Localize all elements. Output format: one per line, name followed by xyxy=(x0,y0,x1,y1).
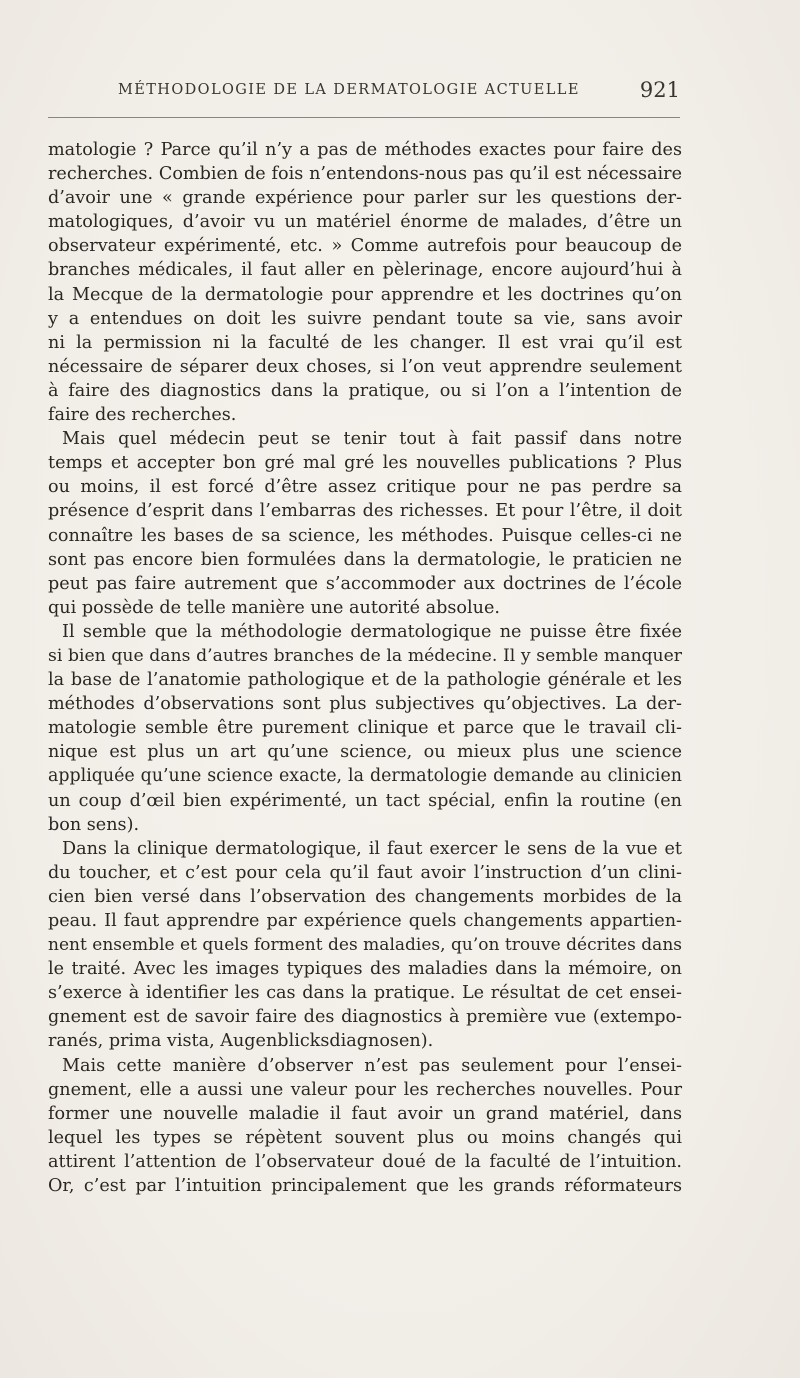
text-line: à faire des diagnostics dans la pratique, ou si l’on a l’intention de xyxy=(48,380,682,401)
paragraph-start-line: Mais cette manière d’observer n’est pas seulement pour l’ensei- xyxy=(62,1055,682,1076)
header-rule xyxy=(48,117,680,118)
text-line: matologie semble être purement clinique et parce que le travail cli- xyxy=(48,718,682,739)
text-line: temps et accepter bon gré mal gré les nouvelles publications ? Plus xyxy=(48,453,682,474)
text-line: matologie ? Parce qu’il n’y a pas de méthodes exactes pour faire des xyxy=(48,140,682,160)
text-line: un coup d’œil bien expérimenté, un tact spécial, enfin la routine (en xyxy=(48,790,682,811)
text-line: recherches. Combien de fois n’entendons-nous pas qu’il est nécessaire xyxy=(48,164,682,185)
text-line: lequel les types se répètent souvent plus ou moins changés qui xyxy=(48,1127,682,1148)
text-line: ni la permission ni la faculté de les changer. Il est vrai qu’il est xyxy=(48,332,682,353)
page-number: 921 xyxy=(639,78,680,102)
paragraph-start-line: Mais quel médecin peut se tenir tout à fait passif dans notre xyxy=(62,429,682,450)
text-line: ou moins, il est forcé d’être assez critique pour ne pas perdre sa xyxy=(48,477,682,498)
text-line: peau. Il faut apprendre par expérience quels changements appartien- xyxy=(48,911,682,931)
text-line: connaître les bases de sa science, les méthodes. Puisque celles-ci ne xyxy=(48,525,682,546)
text-line: le traité. Avec les images typiques des maladies dans la mémoire, on xyxy=(48,959,682,980)
text-line: s’exerce à identifier les cas dans la pratique. Le résultat de cet ensei- xyxy=(48,983,682,1004)
text-line: d’avoir une « grande expérience pour parler sur les questions der- xyxy=(48,188,682,209)
paragraph-end-line: ranés, prima vista, Augenblicksdiagnosen). xyxy=(48,1031,434,1052)
text-line: matologiques, d’avoir vu un matériel énorme de malades, d’être un xyxy=(48,212,682,233)
paragraph-end-line: faire des recherches. xyxy=(48,405,237,426)
text-line: cien bien versé dans l’observation des changements morbides de la xyxy=(48,886,682,907)
page-header xyxy=(118,78,680,106)
text-line: la Mecque de la dermatologie pour apprendre et les doctrines qu’on xyxy=(48,284,682,305)
text-line: peut pas faire autrement que s’accommoder aux doctrines de l’école xyxy=(48,573,682,594)
paragraph-end-line: bon sens). xyxy=(48,814,140,835)
text-line: appliquée qu’une science exacte, la dermatologie demande au clinicien xyxy=(48,766,682,787)
text-line: si bien que dans d’autres branches de la médecine. Il y semble manquer xyxy=(48,645,682,666)
body-text xyxy=(48,138,682,1198)
text-line: attirent l’attention de l’observateur doué de la faculté de l’intuition. xyxy=(48,1151,682,1172)
text-line: observateur expérimenté, etc. » Comme autrefois pour beaucoup de xyxy=(48,236,682,257)
text-line: gnement, elle a aussi une valeur pour les recherches nouvelles. Pour xyxy=(48,1079,682,1100)
text-line: Or, c’est par l’intuition principalement que les grands réformateurs xyxy=(48,1176,682,1197)
text-line: nent ensemble et quels forment des maladies, qu’on trouve décrites dans xyxy=(48,935,682,956)
text-line: branches médicales, il faut aller en pèlerinage, encore aujourd’hui à xyxy=(48,260,682,281)
text-line: nique est plus un art qu’une science, ou mieux plus une science xyxy=(48,742,682,763)
text-line: nécessaire de séparer deux choses, si l’on veut apprendre seulement xyxy=(48,356,682,377)
running-title: MÉTHODOLOGIE DE LA DERMATOLOGIE ACTUELLE xyxy=(118,82,580,98)
text-line: présence d’esprit dans l’embarras des richesses. Et pour l’être, il doit xyxy=(48,501,682,522)
text-line: sont pas encore bien formulées dans la dermatologie, le praticien ne xyxy=(48,549,682,570)
text-line: former une nouvelle maladie il faut avoir un grand matériel, dans xyxy=(48,1103,682,1124)
text-line: y a entendues on doit les suivre pendant toute sa vie, sans avoir xyxy=(48,308,682,329)
text-line: gnement est de savoir faire des diagnostics à première vue (extempo- xyxy=(48,1007,682,1028)
text-line: méthodes d’observations sont plus subjectives qu’objectives. La der- xyxy=(48,694,682,715)
text-line: la base de l’anatomie pathologique et de la pathologie générale et les xyxy=(48,670,682,691)
paragraph-start-line: Dans la clinique dermatologique, il faut exercer le sens de la vue et xyxy=(62,838,682,859)
text-line: du toucher, et c’est pour cela qu’il faut avoir l’instruction d’un clini- xyxy=(48,862,682,883)
paragraph-end-line: qui possède de telle manière une autorité absolue. xyxy=(48,597,500,618)
paragraph-start-line: Il semble que la méthodologie dermatologique ne puisse être fixée xyxy=(62,621,682,642)
